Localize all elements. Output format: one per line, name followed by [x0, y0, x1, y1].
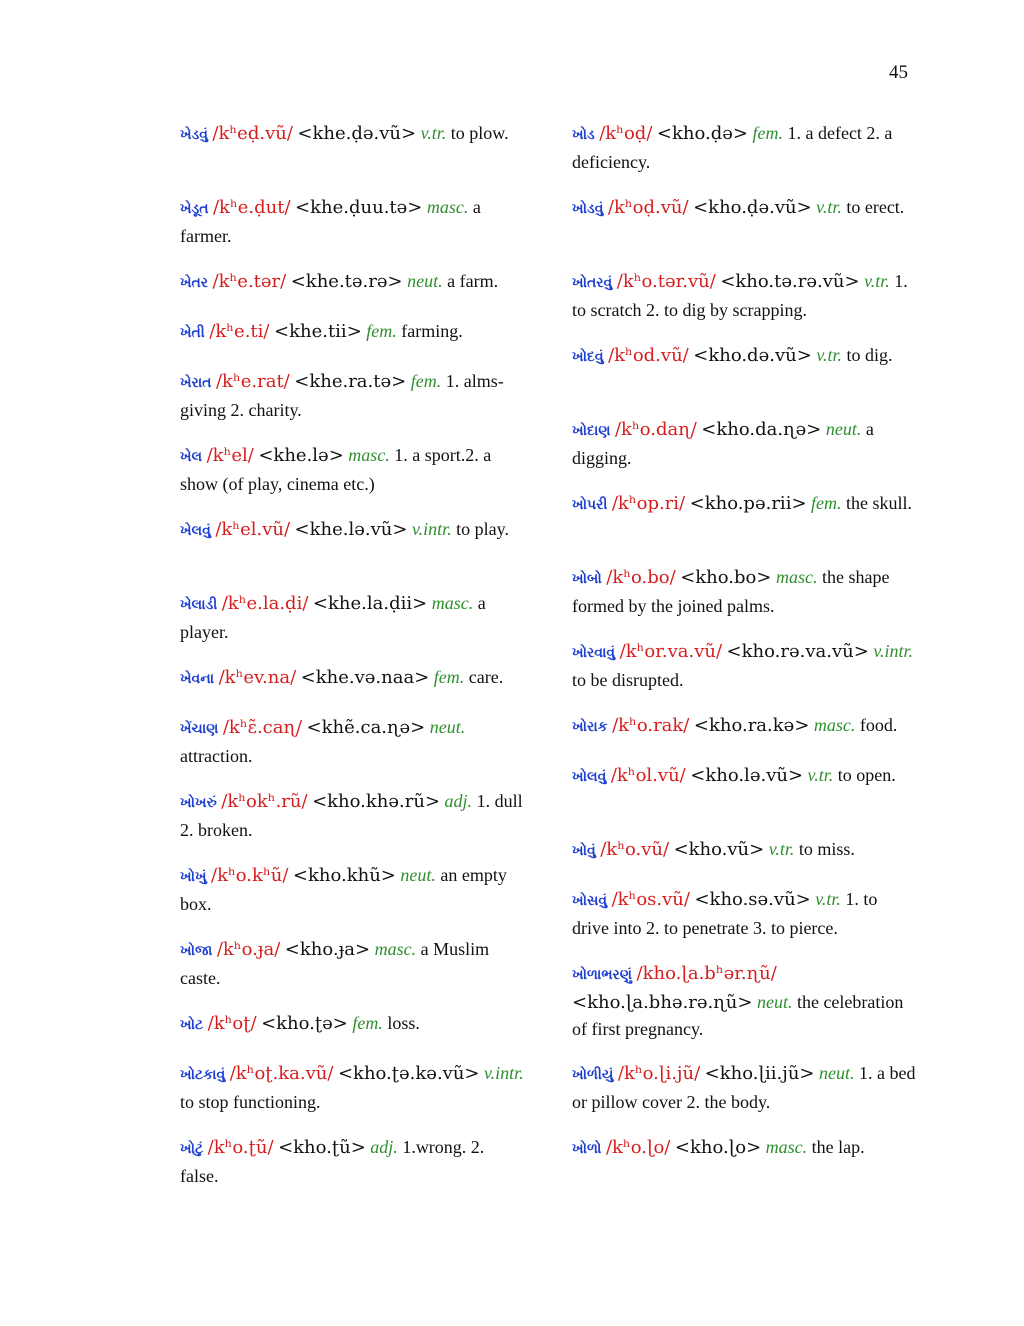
ipa-pronunciation: /kʰeḍ.vũ/ [212, 123, 293, 144]
transliteration: <kho.pə.rii> [689, 493, 807, 514]
ipa-pronunciation: /kʰoḍ.vũ/ [607, 197, 689, 218]
transliteration: <kho.ḍə> [656, 123, 748, 144]
ipa-pronunciation: /kʰo.ɭi.jũ/ [617, 1063, 701, 1084]
headword-gujarati: ખોટકાવું [180, 1067, 226, 1083]
ipa-pronunciation: /kʰo.ɟa/ [216, 939, 281, 960]
definition: a farmer. [180, 197, 481, 246]
transliteration: <kho.ʈə> [261, 1013, 348, 1034]
dictionary-entry [572, 120, 917, 176]
dictionary-entry [572, 960, 917, 1043]
headword-gujarati: ખોજા [180, 943, 213, 959]
headword-gujarati: ખેવના [180, 671, 215, 687]
dictionary-entry [572, 762, 917, 791]
definition: an empty box. [180, 865, 507, 914]
dictionary-entry [572, 638, 917, 694]
ipa-pronunciation: /kʰo.tər.vũ/ [616, 271, 716, 292]
headword-gujarati: ખોદવું [572, 349, 604, 365]
part-of-speech: v.tr. [816, 197, 842, 217]
transliteration: <khe.ḍuu.tə> [295, 197, 423, 218]
dictionary-entry [180, 664, 525, 693]
part-of-speech: v.tr. [768, 839, 795, 859]
transliteration: <khe.lə.vũ> [294, 519, 408, 540]
definition: to play. [456, 519, 509, 539]
ipa-pronunciation: /kʰo.bo/ [606, 567, 676, 588]
definition: a player. [180, 593, 486, 642]
ipa-pronunciation: /kʰop.ri/ [611, 493, 686, 514]
part-of-speech: masc. [426, 197, 469, 217]
ipa-pronunciation: /kʰev.na/ [218, 667, 297, 688]
dictionary-entry [572, 1134, 917, 1163]
transliteration: <kho.də.vũ> [693, 345, 812, 366]
transliteration: <kho.ɟa> [284, 939, 371, 960]
part-of-speech: adj. [444, 791, 473, 811]
transliteration: <kho.ɭa.bhə.rə.ɳũ> [572, 992, 753, 1013]
headword-gujarati: ખેતી [180, 325, 205, 341]
ipa-pronunciation: /kʰol.vũ/ [610, 765, 686, 786]
part-of-speech: v.tr. [807, 765, 834, 785]
headword-gujarati: ખોદાણ [572, 423, 611, 439]
dictionary-entry [572, 712, 917, 741]
transliteration: <khe.tii> [273, 321, 362, 342]
dictionary-entry [180, 788, 525, 844]
part-of-speech: fem. [752, 123, 783, 143]
transliteration: <kho.ɭo> [674, 1137, 762, 1158]
ipa-pronunciation: /kʰoʈ.ka.vũ/ [229, 1063, 334, 1084]
transliteration: <kho.ʈə.kə.vũ> [337, 1063, 480, 1084]
dictionary-entry [180, 590, 525, 646]
ipa-pronunciation: /kʰod.vũ/ [608, 345, 689, 366]
dictionary-entry [180, 368, 525, 424]
headword-gujarati: ખોરવાવું [572, 645, 616, 661]
dictionary-entry [572, 490, 917, 519]
part-of-speech: fem. [410, 371, 442, 391]
dictionary-entry [180, 862, 525, 918]
ipa-pronunciation: /kʰɛ̃.caɳ/ [222, 717, 303, 738]
headword-gujarati: ખેલ [180, 449, 203, 465]
dictionary-entry [180, 516, 525, 545]
page-number: 45 [889, 62, 908, 83]
dictionary-entry [180, 120, 525, 149]
ipa-pronunciation: /kʰoḍ/ [599, 123, 653, 144]
headword-gujarati: ખોટું [180, 1141, 204, 1157]
ipa-pronunciation: /kʰo.ɭo/ [605, 1137, 671, 1158]
part-of-speech: v.tr. [816, 345, 842, 365]
definition: 1. to scratch 2. to dig by scrapping. [572, 271, 908, 320]
transliteration: <khe.və.naa> [300, 667, 430, 688]
part-of-speech: fem. [811, 493, 842, 513]
definition: the celebration of first pregnancy. [572, 992, 904, 1039]
dictionary-entry [180, 318, 525, 347]
part-of-speech: neut. [825, 419, 862, 439]
ipa-pronunciation: /kʰo.daɳ/ [614, 419, 697, 440]
dictionary-entry [180, 1010, 525, 1039]
ipa-pronunciation: /kʰo.vũ/ [600, 839, 670, 860]
part-of-speech: neut. [756, 992, 793, 1012]
ipa-pronunciation: /kʰe.ti/ [209, 321, 270, 342]
ipa-pronunciation: /kʰos.vũ/ [611, 889, 690, 910]
transliteration: <kho.lə.vũ> [690, 765, 804, 786]
ipa-pronunciation: /kʰokʰ.rũ/ [221, 791, 308, 812]
dictionary-entry [180, 268, 525, 297]
part-of-speech: masc. [765, 1137, 808, 1157]
headword-gujarati: ખેલવું [180, 523, 211, 539]
definition: loss. [387, 1013, 420, 1033]
transliteration: <kho.tə.rə.vũ> [720, 271, 860, 292]
transliteration: <kho.da.ɳə> [701, 419, 822, 440]
dictionary-entry [572, 1060, 917, 1116]
dictionary-entry [180, 442, 525, 498]
definition: 1. to drive into 2. to penetrate 3. to pierce. [572, 889, 878, 938]
transliteration: <kho.khũ> [292, 865, 396, 886]
dictionary-entry [180, 1134, 525, 1190]
ipa-pronunciation: /kʰo.ʈũ/ [207, 1137, 274, 1158]
headword-gujarati: ખોવું [572, 843, 596, 859]
transliteration: <kho.khə.rũ> [312, 791, 441, 812]
part-of-speech: masc. [374, 939, 417, 959]
headword-gujarati: ખોખું [180, 869, 207, 885]
definition: to open. [837, 765, 896, 785]
part-of-speech: neut. [400, 865, 436, 885]
transliteration: <kho.rə.va.vũ> [726, 641, 869, 662]
ipa-pronunciation: /kho.ɭa.bʰər.ɳũ/ [636, 963, 777, 984]
definition: food. [859, 715, 898, 735]
transliteration: <kho.sə.vũ> [694, 889, 811, 910]
ipa-pronunciation: /kʰor.va.vũ/ [619, 641, 723, 662]
dictionary-entry [180, 714, 525, 770]
dictionary-entry [180, 194, 525, 250]
definition: a Muslim caste. [180, 939, 490, 988]
ipa-pronunciation: /kʰe.tər/ [212, 271, 287, 292]
definition: 1. a bed or pillow cover 2. the body. [572, 1063, 916, 1112]
ipa-pronunciation: /kʰe.la.ḍi/ [221, 593, 309, 614]
definition: the shape formed by the joined palms. [572, 567, 890, 616]
definition: care. [468, 667, 504, 687]
dictionary-entry [180, 936, 525, 992]
definition: to stop functioning. [180, 1092, 321, 1112]
ipa-pronunciation: /kʰo.rak/ [612, 715, 690, 736]
dictionary-entry [572, 342, 917, 371]
definition: the skull. [846, 493, 913, 513]
headword-gujarati: ખોબો [572, 571, 602, 587]
transliteration: <kho.vũ> [673, 839, 765, 860]
definition: to dig. [846, 345, 893, 365]
definition: 1.wrong. 2. false. [180, 1137, 485, 1186]
headword-gujarati: ખેલાડી [180, 597, 218, 613]
transliteration: <kho.ḍə.vũ> [693, 197, 812, 218]
definition: a digging. [572, 419, 874, 468]
headword-gujarati: ખોતરવું [572, 275, 613, 291]
part-of-speech: fem. [352, 1013, 383, 1033]
part-of-speech: v.tr. [864, 271, 890, 291]
transliteration: <kho.bo> [680, 567, 772, 588]
part-of-speech: neut. [407, 271, 443, 291]
part-of-speech: masc. [775, 567, 818, 587]
ipa-pronunciation: /kʰe.ḍut/ [212, 197, 291, 218]
headword-gujarati: ખોસવું [572, 893, 608, 909]
definition: to miss. [798, 839, 855, 859]
definition: the lap. [811, 1137, 865, 1157]
dictionary-entry [572, 836, 917, 865]
dictionary-entry [572, 268, 917, 324]
headword-gujarati: ખેરાત [180, 375, 212, 391]
part-of-speech: masc. [431, 593, 474, 613]
definition: to erect. [846, 197, 905, 217]
headword-gujarati: ખોલવું [572, 769, 607, 785]
part-of-speech: v.tr. [815, 889, 841, 909]
headword-gujarati: ખેંચાણ [180, 721, 219, 737]
part-of-speech: v.intr. [411, 519, 452, 539]
headword-gujarati: ખેડૂત [180, 201, 209, 217]
definition: 1. a defect 2. a deficiency. [572, 123, 893, 172]
ipa-pronunciation: /kʰoʈ/ [207, 1013, 257, 1034]
part-of-speech: masc. [348, 445, 390, 465]
dictionary-entry [572, 564, 917, 620]
ipa-pronunciation: /kʰe.rat/ [215, 371, 290, 392]
dictionary-entry [572, 416, 917, 472]
transliteration: <khe.tə.rə> [290, 271, 403, 292]
headword-gujarati: ખોટ [180, 1017, 204, 1033]
definition: a farm. [447, 271, 499, 291]
headword-gujarati: ખોળો [572, 1141, 602, 1157]
definition: to plow. [450, 123, 509, 143]
part-of-speech: neut. [429, 717, 466, 737]
transliteration: <khe.ḍə.vũ> [297, 123, 417, 144]
headword-gujarati: ખોખરું [180, 795, 217, 811]
dictionary-entry [572, 886, 917, 942]
dictionary-entry [572, 194, 917, 223]
part-of-speech: v.intr. [873, 641, 913, 661]
definition: to be disrupted. [572, 670, 684, 690]
transliteration: <khe.lə> [258, 445, 344, 466]
definition: 1. alms-giving 2. charity. [180, 371, 504, 420]
ipa-pronunciation: /kʰel/ [206, 445, 254, 466]
part-of-speech: v.tr. [420, 123, 447, 143]
part-of-speech: fem. [366, 321, 397, 341]
ipa-pronunciation: /kʰel.vũ/ [215, 519, 291, 540]
part-of-speech: adj. [370, 1137, 398, 1157]
headword-gujarati: ખોડ [572, 127, 595, 143]
transliteration: <khe.ra.tə> [294, 371, 407, 392]
headword-gujarati: ખોરાક [572, 719, 608, 735]
headword-gujarati: ખોળાભરણું [572, 967, 633, 983]
headword-gujarati: ખોળીયું [572, 1067, 614, 1083]
part-of-speech: v.intr. [484, 1063, 524, 1083]
definition: attraction. [180, 746, 253, 766]
part-of-speech: masc. [813, 715, 856, 735]
transliteration: <kho.ra.kə> [693, 715, 810, 736]
transliteration: <kho.ɭii.jũ> [704, 1063, 815, 1084]
part-of-speech: neut. [819, 1063, 855, 1083]
headword-gujarati: ખેતર [180, 275, 209, 291]
part-of-speech: fem. [433, 667, 465, 687]
definition: farming. [401, 321, 463, 341]
headword-gujarati: ખોપરી [572, 497, 608, 513]
headword-gujarati: ખેડવું [180, 127, 208, 143]
definition: 1. dull 2. broken. [180, 791, 523, 840]
definition: 1. a sport.2. a show (of play, cinema etc.) [180, 445, 492, 494]
transliteration: <khẽ.ca.ɳə> [306, 717, 426, 738]
transliteration: <khe.la.ḍii> [312, 593, 428, 614]
headword-gujarati: ખોડવું [572, 201, 604, 217]
dictionary-entry [180, 1060, 525, 1116]
transliteration: <kho.ʈũ> [278, 1137, 366, 1158]
ipa-pronunciation: /kʰo.kʰũ/ [211, 865, 289, 886]
